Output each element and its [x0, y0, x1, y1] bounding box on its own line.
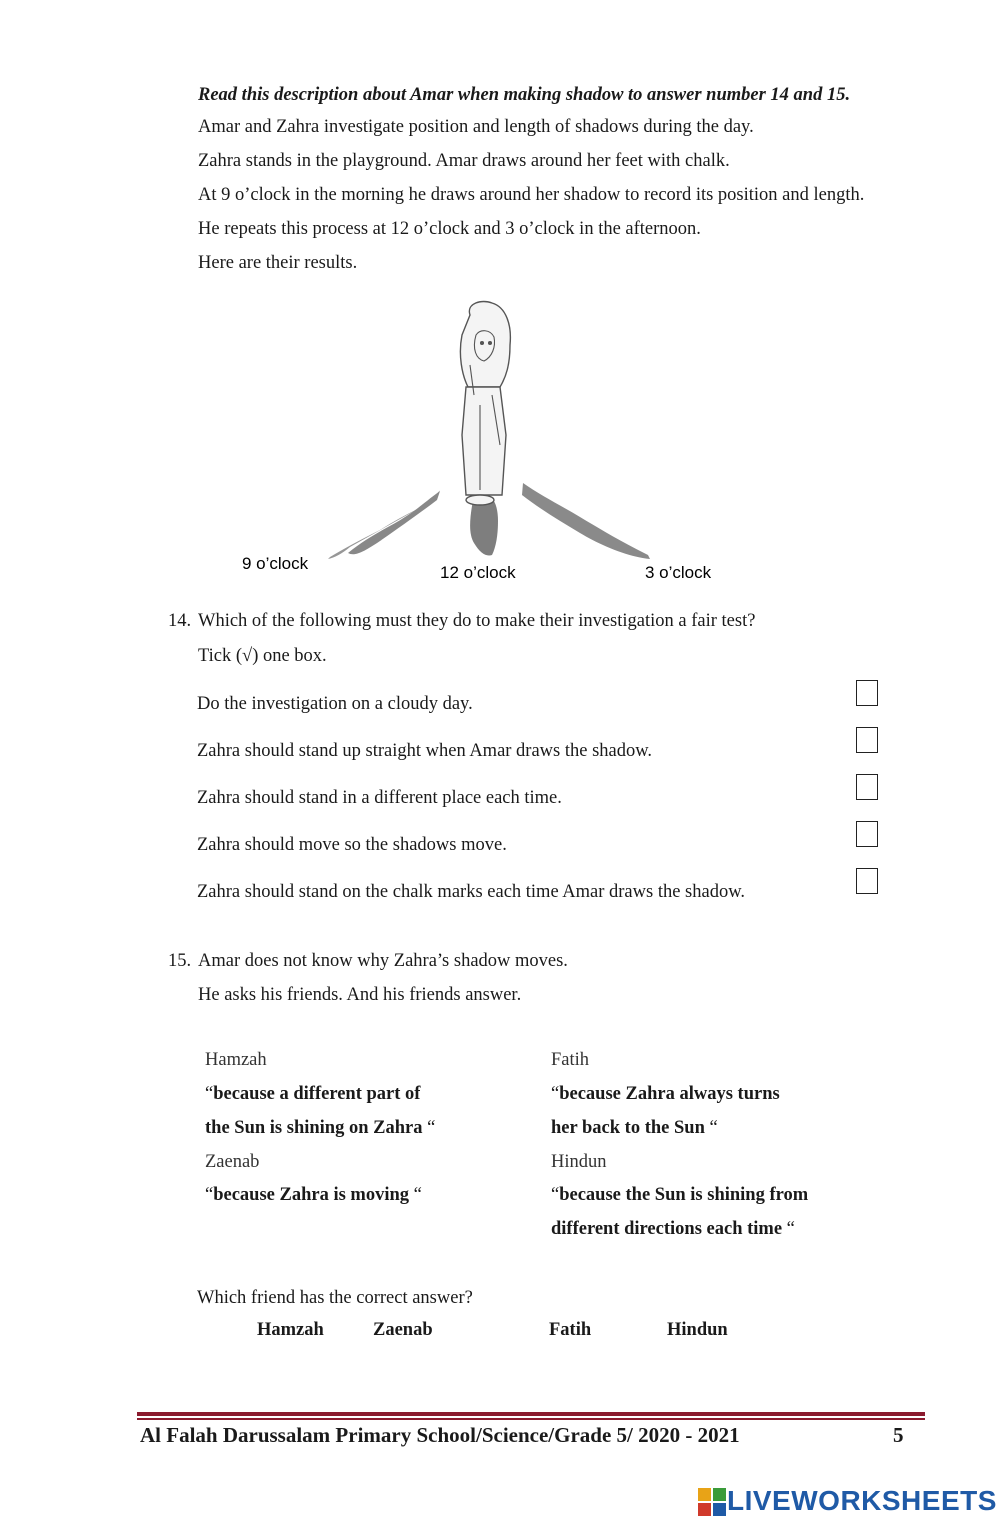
q14-option-text: Zahra should stand in a different place each time.	[197, 788, 562, 808]
footer-rule	[137, 1412, 925, 1416]
choice-fatih[interactable]: Fatih	[549, 1320, 592, 1340]
choice-hamzah[interactable]: Hamzah	[257, 1320, 324, 1340]
intro-heading: Read this description about Amar when making shadow to answer number 14 and 15.	[198, 85, 851, 105]
q14-option-checkbox[interactable]	[856, 727, 878, 753]
q15-question: Amar does not know why Zahra’s shadow moves.	[198, 951, 568, 971]
q14-option-checkbox[interactable]	[856, 774, 878, 800]
q14-option-checkbox[interactable]	[856, 680, 878, 706]
liveworksheets-brand: LIVEWORKSHEETS	[727, 1485, 997, 1516]
q14-option-text: Do the investigation on a cloudy day.	[197, 694, 473, 714]
shadow-9-oclock	[328, 490, 440, 559]
q15-line2: He asks his friends. And his friends answer.	[198, 985, 522, 1005]
footer-school: Al Falah Darussalam Primary School/Science/Grade 5/ 2020 - 2021	[140, 1423, 740, 1447]
friend-quote-hamzah: “because a different part of	[205, 1084, 421, 1104]
footer-rule-thin	[137, 1418, 925, 1420]
label-3-oclock: 3 o’clock	[645, 563, 712, 582]
q14-option-text: Zahra should stand on the chalk marks each time Amar draws the shadow.	[197, 882, 745, 902]
q14-option-checkbox[interactable]	[856, 868, 878, 894]
intro-line: He repeats this process at 12 o’clock and 3 o’clock in the afternoon.	[198, 219, 701, 239]
friend-quote-fatih-cont: her back to the Sun “	[551, 1118, 718, 1138]
intro-line: Amar and Zahra investigate position and length of shadows during the day.	[198, 117, 754, 137]
friend-name-hamzah: Hamzah	[205, 1050, 267, 1070]
q14-instruction: Tick (√) one box.	[198, 646, 327, 666]
choice-hindun[interactable]: Hindun	[667, 1320, 728, 1340]
liveworksheets-logo-icon	[698, 1488, 726, 1516]
choice-zaenab[interactable]: Zaenab	[373, 1320, 433, 1340]
shadow-figure	[230, 295, 750, 595]
q14-number: 14.	[168, 611, 192, 631]
intro-line: At 9 o’clock in the morning he draws around her shadow to record its position and length.	[198, 185, 865, 205]
friend-name-zaenab: Zaenab	[205, 1152, 260, 1172]
label-12-oclock: 12 o’clock	[440, 563, 516, 582]
label-9-oclock: 9 o’clock	[242, 554, 309, 573]
q15-number: 15.	[168, 951, 192, 971]
shadow-3-oclock	[522, 483, 650, 559]
page-number: 5	[893, 1423, 904, 1447]
q15-prompt: Which friend has the correct answer?	[197, 1288, 473, 1308]
friend-name-fatih: Fatih	[551, 1050, 590, 1070]
q14-option-text: Zahra should move so the shadows move.	[197, 835, 507, 855]
friend-quote-hamzah-cont: the Sun is shining on Zahra “	[205, 1118, 436, 1138]
q14-question: Which of the following must they do to make their investigation a fair test?	[198, 611, 756, 631]
friend-quote-fatih: “because Zahra always turns	[551, 1084, 780, 1104]
intro-line: Zahra stands in the playground. Amar draws around her feet with chalk.	[198, 151, 730, 171]
friend-quote-zaenab: “because Zahra is moving “	[205, 1185, 422, 1205]
friend-quote-hindun: “because the Sun is shining from	[551, 1185, 809, 1205]
intro-line: Here are their results.	[198, 253, 358, 273]
shadow-12-oclock	[470, 499, 498, 556]
friend-quote-hindun-cont: different directions each time “	[551, 1219, 795, 1239]
q14-option-text: Zahra should stand up straight when Amar draws the shadow.	[197, 741, 653, 761]
q14-option-checkbox[interactable]	[856, 821, 878, 847]
friend-name-hindun: Hindun	[551, 1152, 607, 1172]
girl-hijab	[460, 302, 510, 388]
